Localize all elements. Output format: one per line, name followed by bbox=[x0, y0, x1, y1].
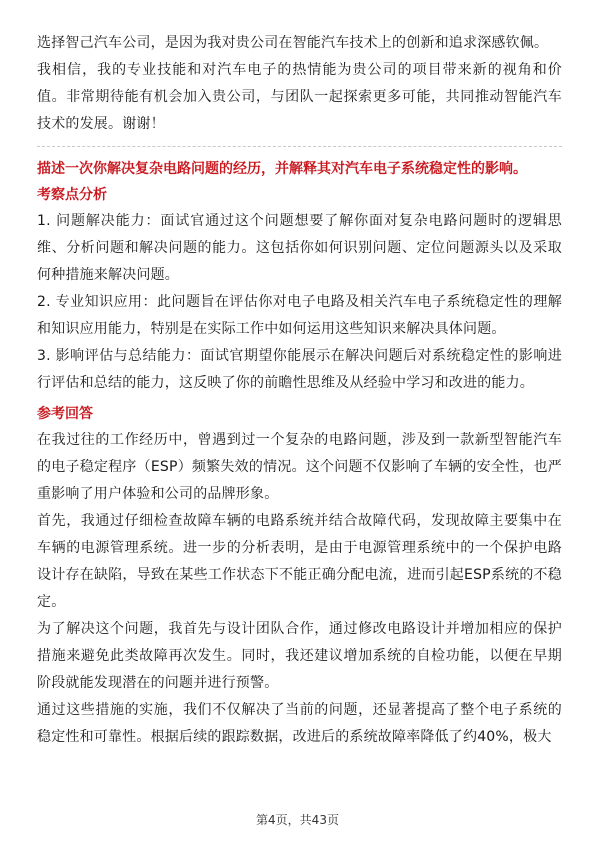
answer-paragraph: 首先，我通过仔细检查故障车辆的电路系统并结合故障代码，发现故障主要集中在车辆的电源管理系统。进一步的分析表明，是由于电源管理系统中的一个保护电路设计存在缺陷，导致在某些工作状态下不能正确分配电流，进而引起ESP系统的不稳定。 bbox=[37, 513, 562, 610]
answer-paragraph: 为了解决这个问题，我首先与设计团队合作，通过修改电路设计并增加相应的保护措施来避免此类故障再次发生。同时，我还建议增加系统的自检功能，以便在早期阶段就能发现潜在的问题并进行预警。 bbox=[37, 621, 562, 691]
analysis-item: 3. 影响评估与总结能力：面试官期望你能展示在解决问题后对系统稳定性的影响进行评估和总结的能力，这反映了你的前瞻性思维及从经验中学习和改进的能力。 bbox=[37, 348, 562, 391]
intro-paragraph: 我相信，我的专业技能和对汽车电子的热情能为贵公司的项目带来新的视角和价值。非常期待能有机会加入贵公司，与团队一起探索更多可能，共同推动智能汽车技术的发展。谢谢！ bbox=[37, 62, 562, 132]
analysis-item: 1. 问题解决能力：面试官通过这个问题想要了解你面对复杂电路问题时的逻辑思维、分析问题和解决问题的能力。这包括你如何识别问题、定位问题源头以及采取何种措施来解决问题。 bbox=[37, 213, 562, 283]
answer-paragraph: 通过这些措施的实施，我们不仅解决了当前的问题，还显著提高了整个电子系统的稳定性和可靠性。根据后续的跟踪数据，改进后的系统故障率降低了约40%，极大 bbox=[37, 702, 562, 745]
analysis-item: 2. 专业知识应用：此问题旨在评估你对电子电路及相关汽车电子系统稳定性的理解和知识应用能力，特别是在实际工作中如何运用这些知识来解决具体问题。 bbox=[37, 294, 562, 337]
analysis-section-title: 考察点分析 bbox=[37, 187, 107, 203]
divider bbox=[37, 146, 562, 147]
answer-paragraph: 在我过往的工作经历中，曾遇到过一个复杂的电路问题，涉及到一款新型智能汽车的电子稳定程序（ESP）频繁失效的情况。这个问题不仅影响了车辆的安全性，也严重影响了用户体验和公司的品牌形象。 bbox=[37, 432, 562, 502]
page-number-footer: 第4页，共43页 bbox=[256, 813, 339, 827]
answer-section-title: 参考回答 bbox=[37, 406, 93, 422]
document-page bbox=[37, 30, 562, 751]
intro-paragraph: 选择智己汽车公司，是因为我对贵公司在智能汽车技术上的创新和追求深感钦佩。 bbox=[37, 35, 549, 51]
question-heading: 描述一次你解决复杂电路问题的经历，并解释其对汽车电子系统稳定性的影响。 bbox=[37, 161, 527, 177]
